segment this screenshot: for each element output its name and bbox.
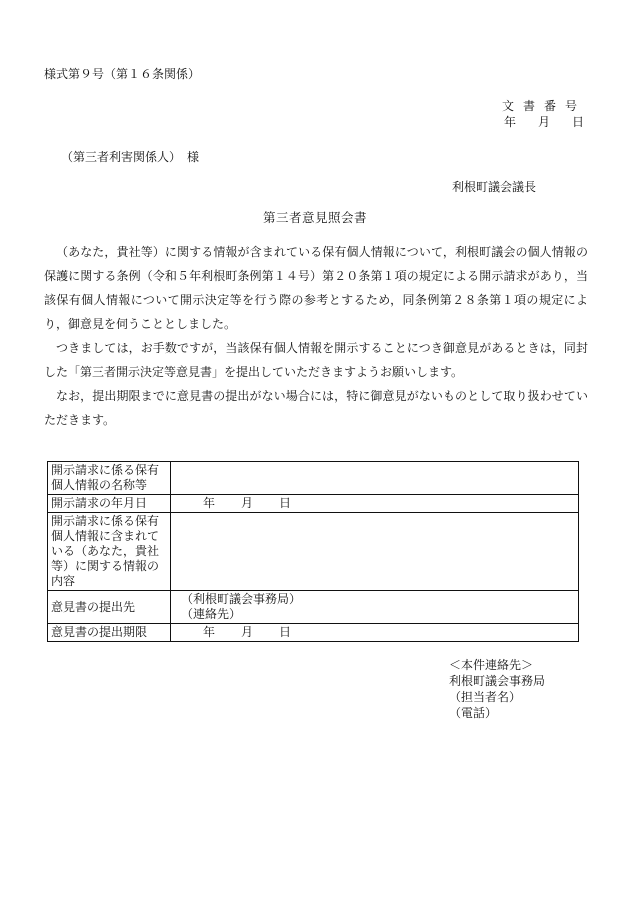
paragraph: なお，提出期限までに意見書の提出がない場合には，特に御意見がないものとして取り扱わせていただきます。: [44, 389, 588, 427]
table-label: 開示請求の年月日: [48, 495, 171, 513]
submission-office: （利根町議会事務局）: [181, 592, 302, 606]
document-title: 第三者意見照会書: [262, 210, 367, 225]
table-value: [171, 591, 579, 624]
table-value: [171, 513, 579, 591]
month-label: 月: [241, 496, 254, 510]
day-label: 日: [571, 115, 586, 129]
month-label: 月: [241, 625, 254, 639]
table-value: [171, 495, 579, 513]
contact-heading: ＜本件連絡先＞: [449, 658, 534, 672]
year-label: 年: [203, 496, 216, 510]
table-value: [171, 624, 579, 642]
submission-contact: （連絡先）: [181, 607, 242, 621]
info-table: [47, 461, 579, 642]
recipient: （第三者利害関係人） 様: [61, 150, 200, 164]
table-label: 意見書の提出先: [48, 591, 171, 624]
table-row: [48, 591, 579, 624]
contact-phone: （電話）: [449, 706, 498, 720]
table-label: 開示請求に係る保有個人情報に含まれている（あなた，貴社等）に関する情報の内容: [48, 513, 171, 591]
document-number-label: 文書番号: [501, 99, 586, 113]
form-number: 様式第９号（第１６条関係）: [44, 67, 201, 81]
month-label: 月: [537, 115, 552, 129]
contact-block: [449, 657, 545, 721]
day-label: 日: [279, 496, 292, 510]
table-row: [48, 495, 579, 513]
year-label: 年: [503, 115, 518, 129]
table-row: [48, 624, 579, 642]
paragraph: （あなた，貴社等）に関する情報が含まれている保有個人情報について，利根町議会の個人情報の保護に関する条例（令和５年利根町条例第１４号）第２０条第１項の規定による開示請求があり，当該保有個人情報について開示決定等を行う際の参考とするため，同条例第２８条第１項の規定により，御意見を伺うこととしました。: [44, 245, 588, 331]
table-row: [48, 513, 579, 591]
table-label: 意見書の提出期限: [48, 624, 171, 642]
table-label: 開示請求に係る保有個人情報の名称等: [48, 462, 171, 495]
table-row: [48, 462, 579, 495]
contact-person: （担当者名）: [449, 690, 522, 704]
body-text: [44, 240, 588, 432]
paragraph: つきましては，お手数ですが，当該保有個人情報を開示することにつき御意見があるときは，同封した「第三者開示決定等意見書」を提出していただきますようお願いします。: [44, 341, 588, 379]
sender: 利根町議会議長: [451, 180, 536, 194]
table-value: [171, 462, 579, 495]
document-date: [504, 113, 586, 130]
contact-office: 利根町議会事務局: [449, 674, 546, 688]
day-label: 日: [279, 625, 292, 639]
year-label: 年: [203, 625, 216, 639]
